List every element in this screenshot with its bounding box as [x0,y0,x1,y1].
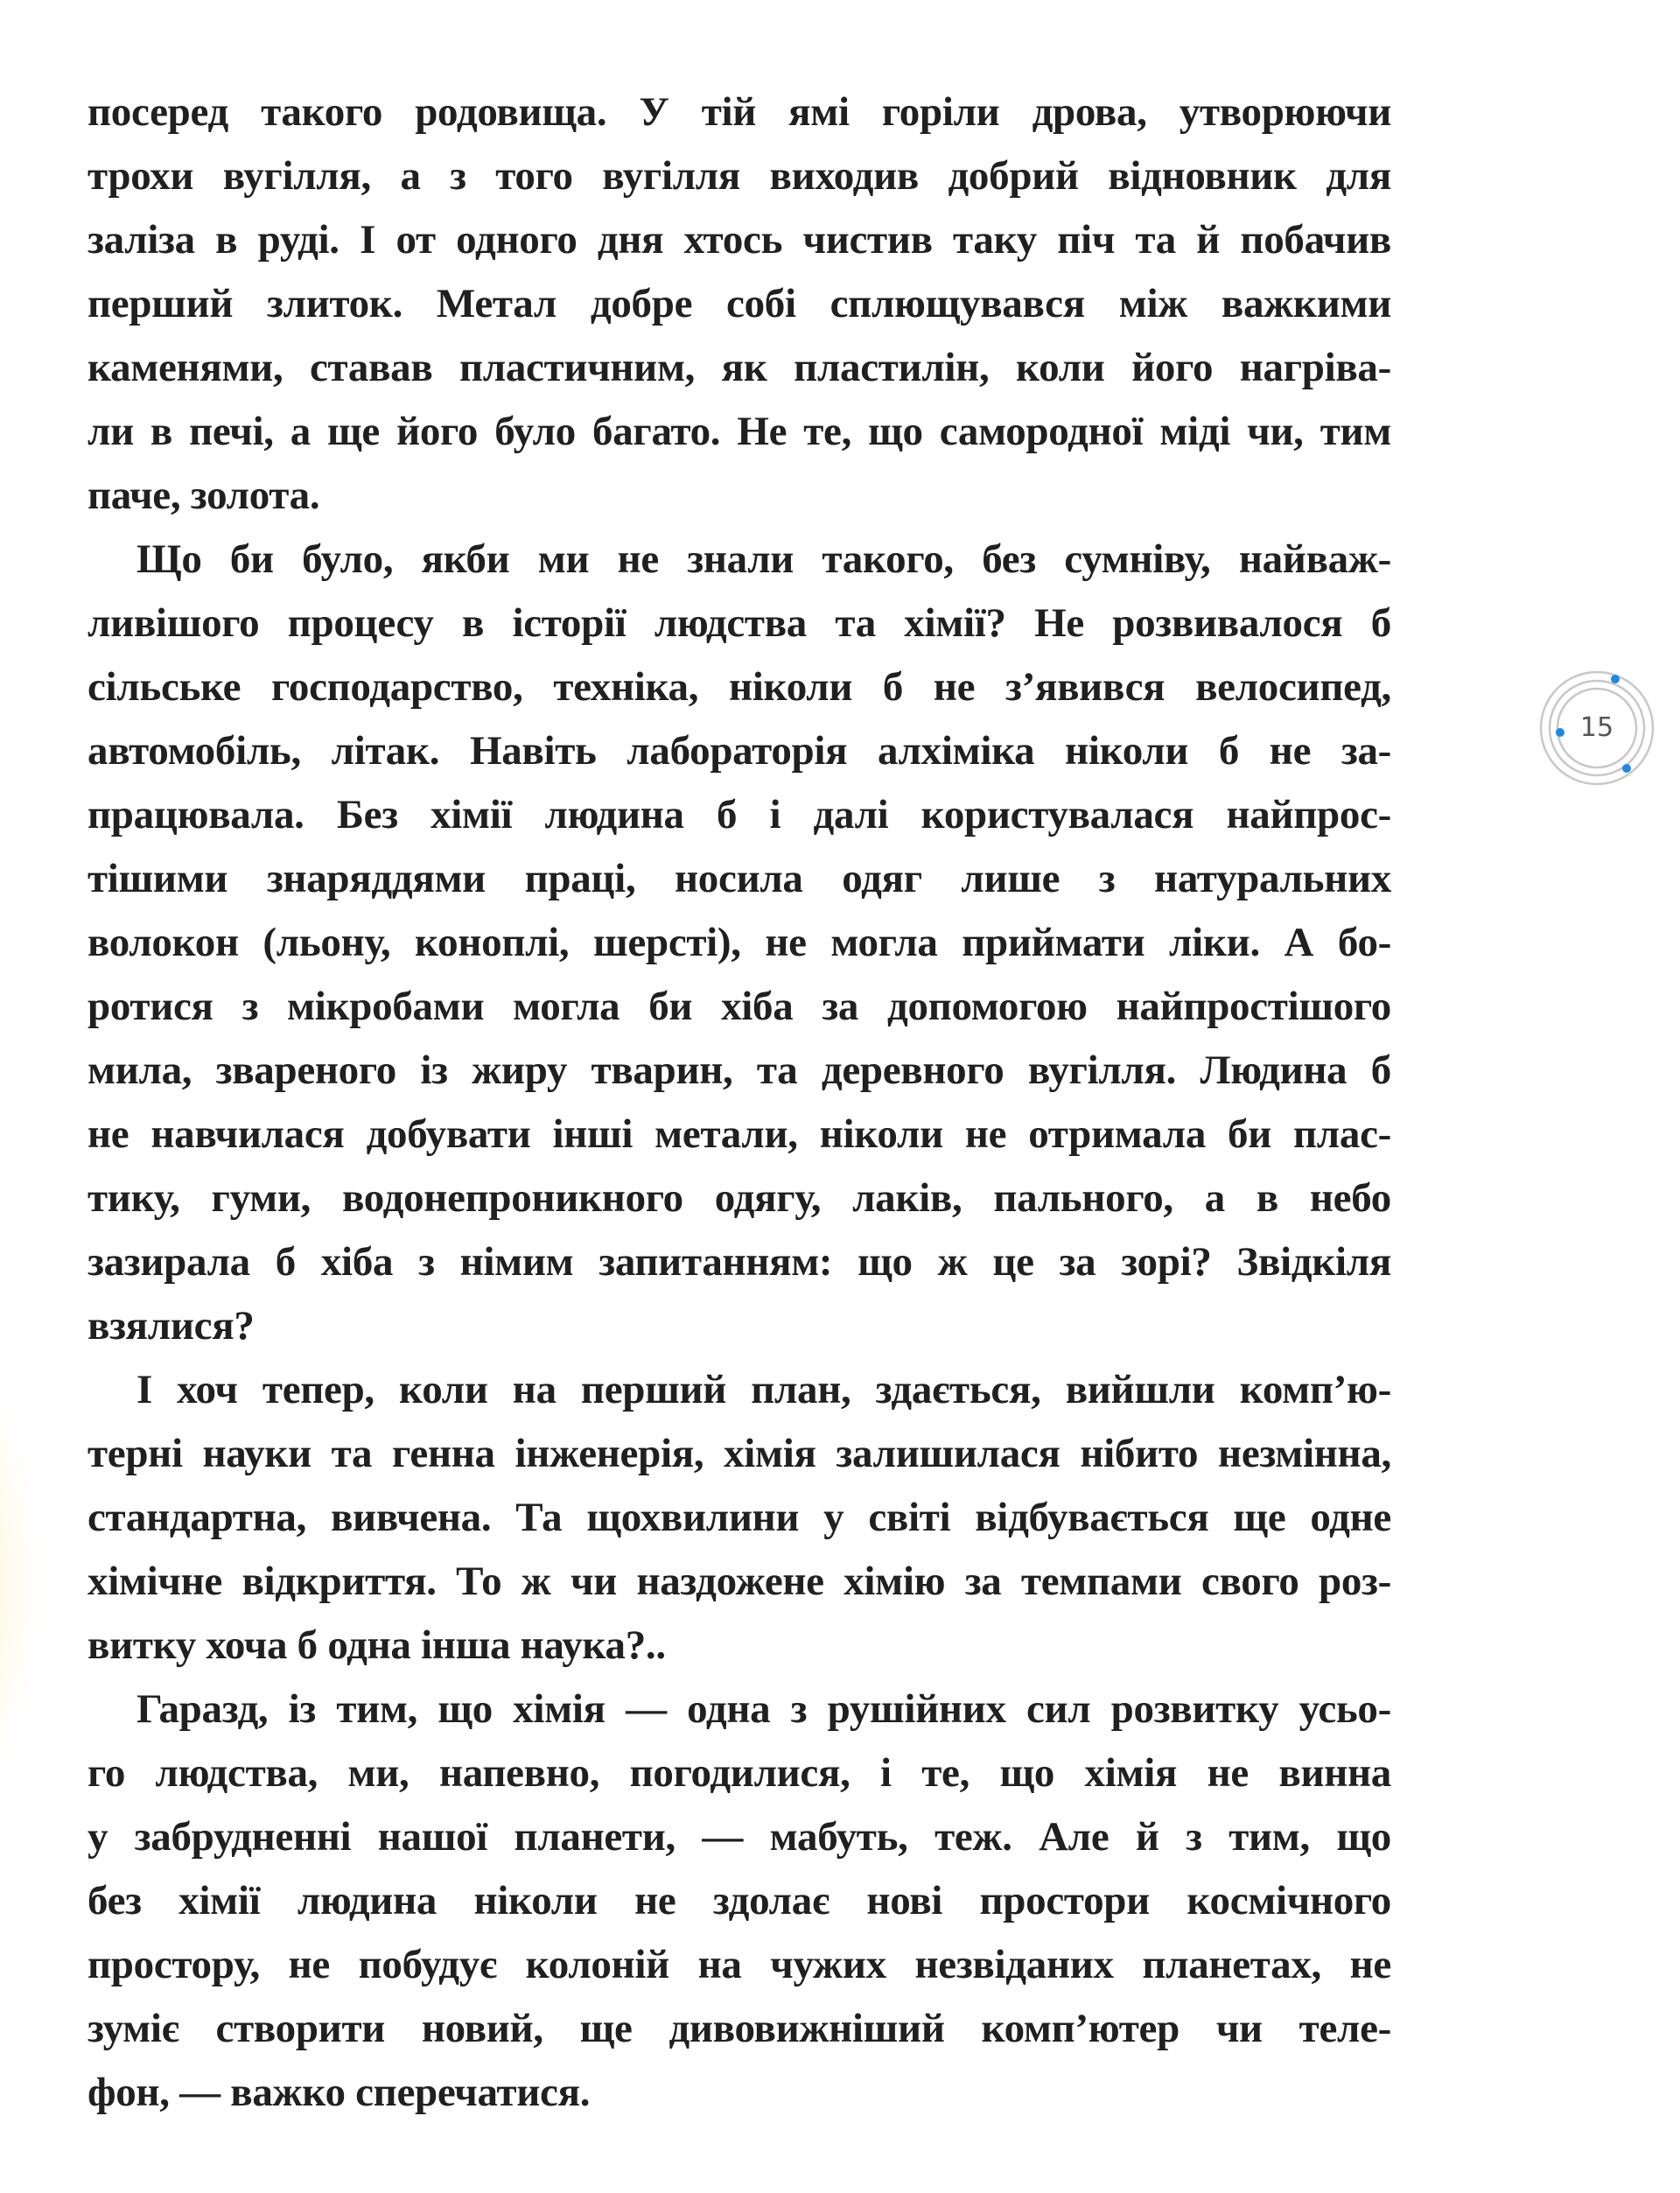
text-line: автомобіль, літак. Навіть лабораторія алхіміка ніколи б не за- [88,728,1391,774]
text-line: каменями, ставав пластичним, як пластилін, коли його нагріва- [88,345,1391,390]
text-line: трохи вугілля, а з того вугілля виходив добрий відновник для [88,153,1391,199]
text-line: зуміє створити новий, ще дивовижніший комп’ютер чи теле- [88,2006,1391,2051]
text-line: ротися з мікробами могла би хіба за допомогою найпростішого [88,984,1391,1029]
text-line: без хімії людина ніколи не здолає нові простори космічного [88,1878,1391,1923]
text-line: мила, звареного із жиру тварин, та деревного вугілля. Людина б [88,1047,1391,1093]
text-line: ли в печі, а ще його було багато. Не те, що самородної міді чи, тим [88,409,1391,454]
text-line: терні науки та генна інженерія, хімія залишилася нібито незмінна, [88,1431,1391,1476]
text-line: заліза в руді. І от одного дня хтось чистив таку піч та й побачив [88,217,1391,263]
text-line: взялися? [88,1303,255,1349]
text-line: Що би було, якби ми не знали такого, без сумніву, найваж- [136,536,1391,582]
text-line: фон, — важко сперечатися. [88,2070,591,2115]
text-line: паче, золота. [88,473,320,518]
text-line: го людства, ми, напевно, погодилися, і те, що хімія не винна [88,1750,1391,1796]
text-line: зазирала б хіба з німим запитанням: що ж це за зорі? Звідкіля [88,1239,1391,1285]
text-line: волокон (льону, коноплі, шерсті), не могла приймати ліки. А бо- [88,920,1391,965]
text-line: посеред такого родовища. У тій ямі горіли дрова, утворюючи [88,89,1391,135]
text-line: Гаразд, із тим, що хімія — одна з рушійних сил розвитку усьо- [136,1686,1391,1732]
text-line: тішими знаряддями праці, носила одяг лише з натуральних [88,856,1391,901]
page-edge-shadow [0,1356,44,1811]
text-line: стандартна, вивчена. Та щохвилини у світі відбувається ще одне [88,1495,1391,1540]
text-line: перший злиток. Метал добре собі сплющувався між важкими [88,281,1391,326]
body-text [88,81,1391,2125]
text-line: хімічне відкриття. То ж чи наздожене хімію за темпами свого роз- [88,1559,1391,1604]
text-line: у забрудненні нашої планети, — мабуть, теж. Але й з тим, що [88,1814,1391,1860]
text-line: працювала. Без хімії людина б і далі користувалася найпрос- [88,792,1391,837]
text-line: тику, гуми, водонепроникного одягу, лаків, пального, а в небо [88,1175,1391,1221]
text-line: сільське господарство, техніка, ніколи б не з’явився велосипед, [88,664,1391,710]
text-line: витку хоча б одна інша наука?.. [88,1622,666,1668]
text-line: простору, не побудує колоній на чужих незвіданих планетах, не [88,1942,1391,1987]
text-line: ливішого процесу в історії людства та хімії? Не розвивалося б [88,600,1391,646]
text-line: не навчилася добувати інші метали, ніколи не отримала би плас- [88,1111,1391,1157]
text-line: І хоч тепер, коли на перший план, здається, вийшли комп’ю- [136,1367,1391,1412]
page-number-badge [1536,667,1658,789]
page-number: 15 [1579,712,1614,743]
